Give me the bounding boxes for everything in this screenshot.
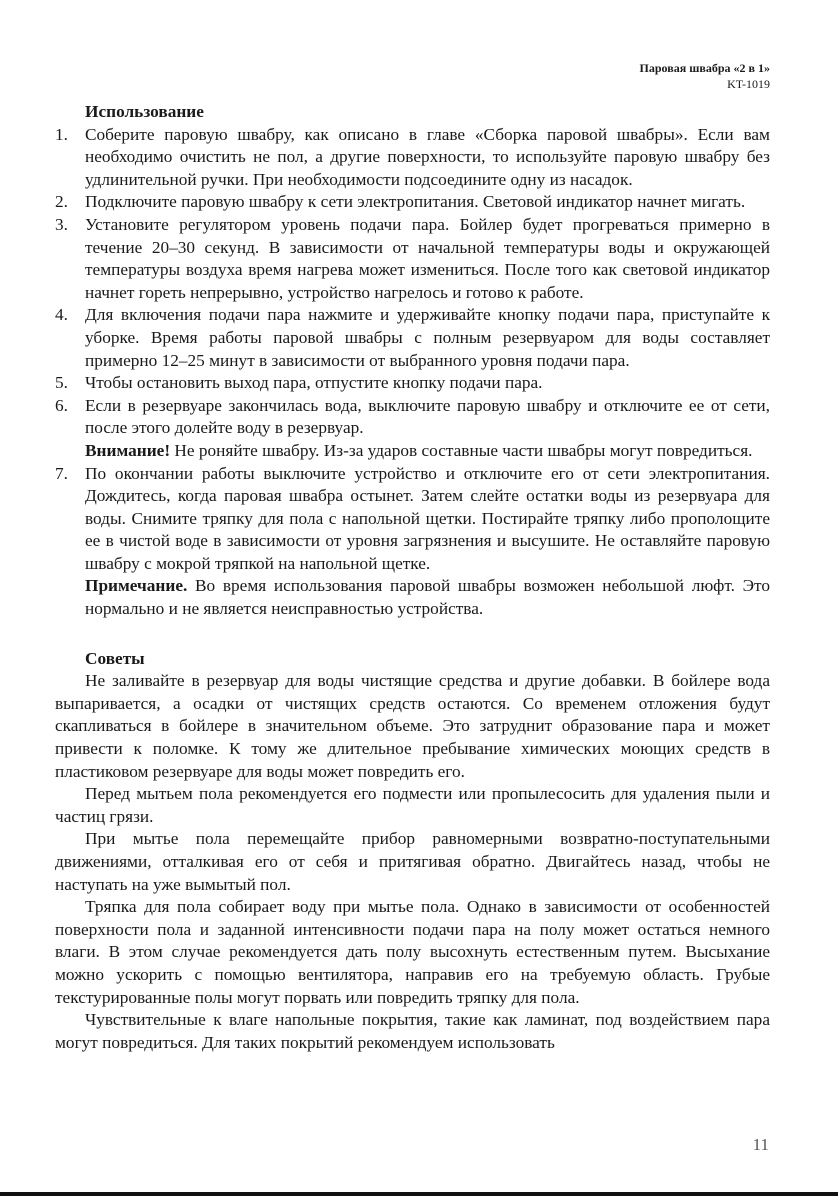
bottom-divider — [0, 1192, 838, 1196]
list-item — [55, 463, 770, 621]
step-number: 5. — [55, 373, 68, 393]
step-number: 1. — [55, 124, 68, 144]
page-number: 11 — [752, 1135, 769, 1154]
step-number: 7. — [55, 463, 68, 483]
tip-paragraph: Не заливайте в резервуар для воды чистящие средства и другие добавки. В бойлере вода выпаривается, а осадки от чистящих средств остаются. Со временем отложения будут скапливаться в бойлере в значительном объеме. Это затруднит образование пара и может привести к поломке. К тому же длительное пребывание химических моющих средств в пластиковом резервуаре для воды может повредить его. — [55, 671, 770, 781]
remark-label: Примечание. — [85, 576, 188, 596]
page-header — [640, 60, 770, 92]
model-number: KT-1019 — [727, 77, 770, 91]
step-number: 3. — [55, 214, 68, 234]
tip-paragraph: При мытье пола перемещайте прибор равномерными возвратно-поступательными движениями, отталкивая его от себя и притягивая обратно. Двигайтесь назад, чтобы не наступать на уже вымытый пол. — [55, 829, 770, 894]
usage-steps-list — [55, 124, 770, 621]
remark-text: Во время использования паровой швабры возможен небольшой люфт. Это нормально и не является неисправностью устройства. — [85, 576, 770, 619]
list-item — [55, 191, 770, 214]
tips-section — [55, 648, 770, 1055]
step-text: Установите регулятором уровень подачи пара. Бойлер будет прогреваться примерно в течение 20–30 секунд. В зависимости от начальной температуры воды и окружающей температуры воздуха время нагрева может измениться. После того как световой индикатор начнет гореть непрерывно, устройство нагрелось и готово к работе. — [85, 214, 770, 302]
list-item — [55, 395, 770, 463]
step-text: Если в резервуаре закончилась вода, выключите паровую швабру и отключите ее от сети, после этого долейте воду в резервуар. — [85, 395, 770, 438]
step-text: По окончании работы выключите устройство и отключите его от сети электропитания. Дождитесь, когда паровая швабра остынет. Затем слейте остатки воды из резервуара для воды. Снимите тряпку для пола с напольной щетки. Постирайте тряпку либо прополощите ее в чистой воде в зависимости от уровня загрязнения и высушите. Не оставляйте паровую швабру с мокрой тряпкой на напольной щетке. — [85, 463, 770, 573]
warning-note — [85, 440, 770, 463]
tip-paragraph: Чувствительные к влаге напольные покрытия, такие как ламинат, под воздействием пара могут повредиться. Для таких покрытий рекомендуем использовать — [55, 1010, 770, 1052]
list-item — [55, 124, 770, 192]
remark-note — [85, 575, 770, 620]
step-text: Для включения подачи пара нажмите и удерживайте кнопку подачи пара, приступайте к уборке. Время работы паровой швабры с полным резервуаром для воды составляет примерно 12–25 минут в зависимости от выбранного уровня подачи пара. — [85, 305, 770, 370]
tip-paragraph: Тряпка для пола собирает воду при мытье пола. Однако в зависимости от особенностей поверхности пола и заданной интенсивности подачи пара на полу может остаться немного влаги. В этом случае рекомендуется дать полу высохнуть естественным путем. Высыхание можно ускорить с помощью вентилятора, направив его на требуемую область. Грубые текстурированные полы могут порвать или повредить тряпку для пола. — [55, 897, 770, 1007]
usage-heading: Использование — [85, 102, 204, 121]
step-number: 4. — [55, 305, 68, 325]
tips-heading: Советы — [85, 648, 145, 668]
list-item — [55, 372, 770, 395]
warning-text: Не роняйте швабру. Из-за ударов составные части швабры могут повредиться. — [170, 440, 753, 460]
step-number: 6. — [55, 395, 68, 415]
tip-paragraph: Перед мытьем пола рекомендуется его подмести или пропылесосить для удаления пыли и частиц грязи. — [55, 784, 770, 826]
step-number: 2. — [55, 192, 68, 212]
step-text: Соберите паровую швабру, как описано в главе «Сборка паровой швабры». Если вам необходимо очистить не пол, а другие поверхности, то используйте паровую швабру без удлинительной ручки. При необходимости подсоедините одну из насадок. — [85, 124, 770, 189]
page-content — [55, 101, 770, 1054]
step-text: Чтобы остановить выход пара, отпустите кнопку подачи пара. — [85, 373, 543, 393]
step-text: Подключите паровую швабру к сети электропитания. Световой индикатор начнет мигать. — [85, 192, 746, 212]
list-item — [55, 214, 770, 304]
list-item — [55, 304, 770, 372]
product-title: Паровая швабра «2 в 1» — [639, 61, 770, 75]
warning-label: Внимание! — [85, 440, 171, 460]
